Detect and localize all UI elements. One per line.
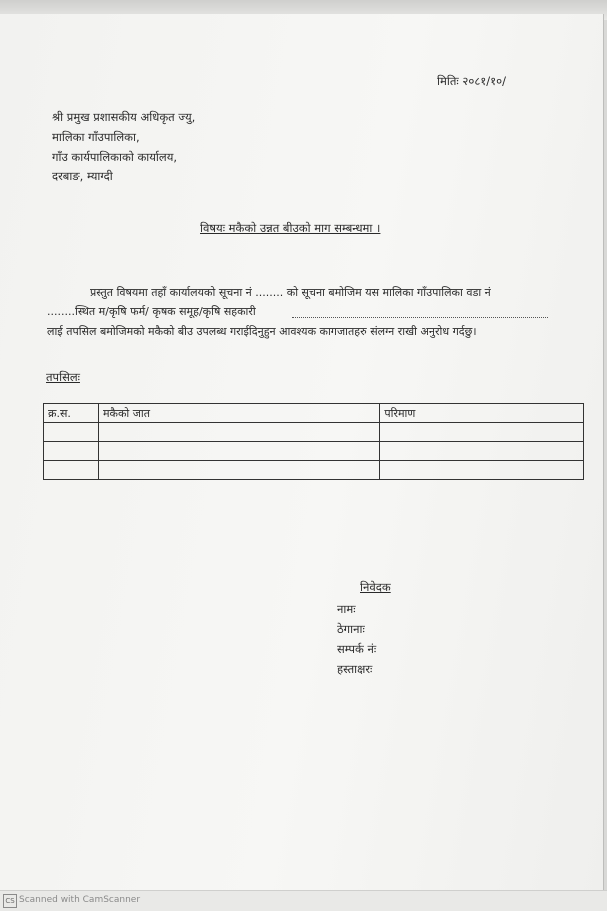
- table-cell: [380, 461, 584, 480]
- table-row: [44, 423, 584, 442]
- date: मितिः २०८१/१०/: [437, 74, 506, 88]
- table-cell: [44, 423, 99, 442]
- subject: विषयः मकैको उन्नत बीउको माग सम्बन्धमा ।: [200, 221, 381, 235]
- column-header-serial: क्र.स.: [44, 404, 99, 423]
- table-row: [44, 461, 584, 480]
- table-cell: [98, 461, 379, 480]
- column-header-quantity: परिमाण: [380, 404, 584, 423]
- applicant-address-label: ठेगानाः: [337, 622, 365, 636]
- camscanner-watermark-text: Scanned with CamScanner: [19, 895, 141, 905]
- table-cell: [380, 442, 584, 461]
- table-cell: [44, 442, 99, 461]
- applicant-signature-label: हस्ताक्षरः: [337, 662, 373, 676]
- recipient-line: श्री प्रमुख प्रशासकीय अधिकृत ज्यु,: [52, 110, 196, 124]
- body-line: प्रस्तुत विषयमा तहाँ कार्यालयको सूचना नं ........ को सूचना बमोजिम यस मालिका गाँउपालिका वडा नं: [90, 286, 491, 299]
- table-cell: [380, 423, 584, 442]
- table-row: [44, 442, 584, 461]
- table-cell: [44, 461, 99, 480]
- column-header-variety: मकैको जात: [98, 404, 379, 423]
- applicant-contact-label: सम्पर्क नंः: [337, 642, 377, 656]
- body-line: लाई तपसिल बमोजिमको मकैको बीउ उपलब्ध गराईदिनुहुन आवश्यक कागजातहरु संलग्न राखी अनुरोध गर्दछु।: [47, 325, 477, 338]
- body-line: ........स्थित म/कृषि फर्म/ कृषक समूह/कृषि सहकारी: [47, 305, 256, 318]
- applicant-heading: निवेदक: [360, 580, 391, 594]
- tapsil-heading: तपसिलः: [46, 370, 80, 384]
- recipient-line: गाँउ कार्यपालिकाको कार्यालय,: [52, 150, 178, 164]
- tapsil-table: [43, 403, 584, 480]
- camscanner-logo: CS: [3, 894, 17, 908]
- recipient-line: दरबाङ, म्याग्दी: [52, 169, 113, 183]
- applicant-name-label: नामः: [337, 602, 356, 616]
- table-cell: [98, 423, 379, 442]
- table-cell: [98, 442, 379, 461]
- blank-fill-line: [292, 317, 548, 318]
- scanner-footer: [0, 890, 607, 911]
- recipient-line: मालिका गाँउपालिका,: [52, 130, 140, 144]
- table-header-row: [44, 404, 584, 423]
